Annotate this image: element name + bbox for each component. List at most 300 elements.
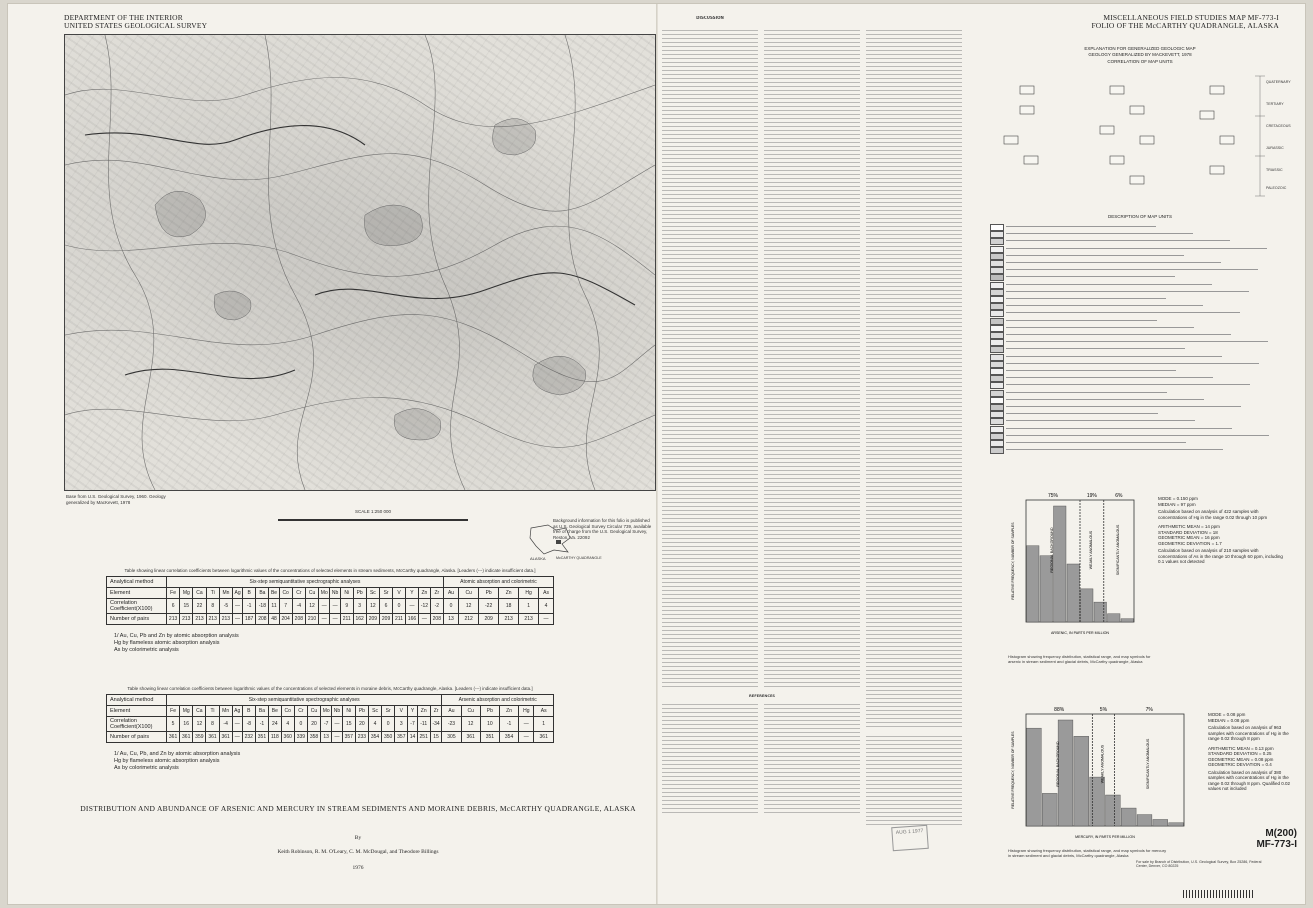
table-cell: Ba: [256, 588, 269, 599]
table-cell: Mn: [219, 706, 232, 717]
table-cell: 350: [382, 732, 395, 743]
library-stamp: AUG 1 1977: [891, 825, 929, 851]
table2-pairs-row: [107, 732, 554, 743]
table-cell: —: [519, 732, 534, 743]
band-percent: 75%: [1047, 493, 1059, 499]
table-cell: 20: [355, 717, 368, 732]
legend-text-line: [1006, 435, 1269, 436]
legend-swatch: [990, 282, 1004, 289]
legend-item: [990, 332, 1290, 338]
table-cell: V: [395, 706, 408, 717]
map-linework: [65, 35, 655, 490]
table-cell: 339: [294, 732, 307, 743]
table2-notes: [114, 751, 554, 772]
legend-swatch: [990, 289, 1004, 296]
table-cell: —: [319, 614, 330, 625]
table-cell: —: [233, 614, 243, 625]
legend-item: [990, 382, 1290, 388]
table-cell: 211: [393, 614, 406, 625]
series-header: [1091, 14, 1279, 30]
table-cell: Hg: [519, 706, 534, 717]
table1-corr-label: Correlation Coefficient(X100): [107, 599, 167, 614]
table-cell: —: [332, 732, 342, 743]
y-axis-label: RELATIVE FREQUENCY, NUMBER OF SAMPLES: [1011, 731, 1015, 809]
table-cell: 213: [167, 614, 180, 625]
table-cell: —: [330, 599, 340, 614]
table-cell: -18: [256, 599, 269, 614]
legend-item: [990, 339, 1290, 345]
stat-line: Calculation based on analysis of 963 samples with concentrations of Hg in the range 0.02 through 8 ppm: [1208, 725, 1289, 741]
mercury-histogram: [1008, 702, 1188, 842]
table-cell: -1: [243, 599, 256, 614]
table-cell: —: [232, 732, 242, 743]
legend-swatch: [990, 447, 1004, 454]
table1-pairs-row: [107, 614, 554, 625]
table-cell: Mg: [180, 706, 193, 717]
legend-text-line: [1006, 305, 1203, 306]
band-percent: 7%: [1145, 707, 1153, 713]
histogram-bar: [1094, 602, 1107, 622]
table-cell: Sr: [379, 588, 392, 599]
band-percent: 6%: [1115, 493, 1123, 499]
stat-line: MODE = 0.150 ppm: [1158, 496, 1198, 501]
legend-text-line: [1006, 291, 1249, 292]
table-cell: —: [539, 614, 554, 625]
table-cell: Be: [269, 588, 279, 599]
legend-item: [990, 418, 1290, 424]
table-cell: Cu: [307, 706, 320, 717]
table-cell: Sr: [382, 706, 395, 717]
legend-text-line: [1006, 442, 1186, 443]
table-cell: -1: [499, 717, 518, 732]
table-cell: 361: [219, 732, 232, 743]
legend-item: [990, 253, 1290, 259]
background-credit: Background information for this folio is published as U.S. Geological Survey Circular 739, available free of charge from the U.S. Geological Survey, Reston, Va. 22092: [553, 518, 652, 540]
stat-line: Calculation based on analysis of 422 samples with concentrations of Hg in the range 0.02 through 10 ppm: [1158, 509, 1268, 520]
table-cell: Cu: [461, 706, 480, 717]
stat-line: Calculation based on analysis of 380 samples with concentrations of Hg in the range 0.02 through 8 ppm. Qualified 0.02 values not included: [1208, 769, 1291, 791]
legend-text-line: [1006, 312, 1240, 313]
table-cell: 357: [395, 732, 408, 743]
legend-text-line: [1006, 276, 1175, 277]
legend-item: [990, 426, 1290, 432]
era-quaternary: QUATERNARY: [1266, 80, 1291, 84]
table-cell: 12: [459, 599, 479, 614]
table-cell: Be: [269, 706, 282, 717]
table-cell: Sc: [368, 706, 381, 717]
scale-line: [278, 519, 468, 521]
table-cell: As: [534, 706, 554, 717]
table-cell: Zn: [499, 588, 519, 599]
legend-text-line: [1006, 449, 1223, 450]
table-cell: —: [419, 614, 431, 625]
table-cell: 351: [480, 732, 499, 743]
legend-swatch: [990, 339, 1004, 346]
table-cell: Ca: [193, 706, 206, 717]
table-cell: -4: [219, 717, 232, 732]
table-cell: 3: [395, 717, 408, 732]
legend-swatch: [990, 382, 1004, 389]
legend-text-line: [1006, 269, 1258, 270]
table1-method-label: Analytical method: [107, 577, 167, 588]
table-cell: Pb: [353, 588, 366, 599]
legend-item: [990, 368, 1290, 374]
table-cell: 16: [180, 717, 193, 732]
legend-swatch: [990, 368, 1004, 375]
table-cell: Zn: [417, 706, 430, 717]
legend-text-line: [1006, 363, 1259, 364]
legend-item: [990, 274, 1290, 280]
table-cell: 361: [206, 732, 219, 743]
legend-swatch: [990, 238, 1004, 245]
barcode: [1183, 890, 1253, 898]
table-cell: 209: [366, 614, 379, 625]
table2-aa-label: Arsenic absorption and colorimetric: [442, 695, 554, 706]
discussion-column-1: [662, 30, 758, 690]
legend-text-line: [1006, 284, 1212, 285]
table1-grid: [106, 576, 554, 625]
histogram-bar: [1108, 614, 1121, 622]
table-cell: 1: [519, 599, 539, 614]
era-tertiary: TERTIARY: [1266, 102, 1284, 106]
table-cell: Au: [443, 588, 458, 599]
histogram-bar: [1090, 777, 1105, 826]
table-cell: Nb: [332, 706, 342, 717]
table-cell: 20: [307, 717, 320, 732]
table-cell: Mg: [180, 588, 193, 599]
table-cell: Mn: [219, 588, 232, 599]
discussion-column-3: [866, 30, 962, 730]
table-cell: 10: [480, 717, 499, 732]
era-paleozoic: PALEOZOIC: [1266, 186, 1287, 190]
table-cell: 361: [180, 732, 193, 743]
legend-item: [990, 354, 1290, 360]
legend-swatch: [990, 418, 1004, 425]
band-percent: 19%: [1086, 493, 1097, 499]
table-cell: 48: [269, 614, 279, 625]
legend-item: [990, 397, 1290, 403]
table-cell: Ti: [206, 706, 219, 717]
stat-line: GEOMETRIC DEVIATION = 1.7: [1158, 540, 1222, 546]
legend-swatch: [990, 361, 1004, 368]
table-cell: 354: [368, 732, 381, 743]
table-cell: 9: [340, 599, 353, 614]
histogram-bar: [1027, 546, 1040, 622]
table-cell: —: [233, 599, 243, 614]
table-cell: —: [405, 599, 418, 614]
table-cell: 13: [443, 614, 458, 625]
table-cell: 210: [305, 614, 318, 625]
table-cell: 24: [269, 717, 282, 732]
table-cell: 361: [534, 732, 554, 743]
table-cell: 208: [256, 614, 269, 625]
legend-text-line: [1006, 248, 1267, 249]
legend-item: [990, 433, 1290, 439]
title-authors: Keith Robinson, R. M. O'Leary, C. M. McDougal, and Theodore Billings: [277, 849, 439, 855]
legend-swatch: [990, 231, 1004, 238]
histogram-bar: [1081, 589, 1094, 622]
legend-text-line: [1006, 399, 1204, 400]
legend-item: [990, 289, 1290, 295]
stat-line: MODE = 0.08 ppm: [1208, 712, 1246, 717]
scale-label: SCALE 1:250 000: [354, 509, 392, 514]
legend-item: [990, 361, 1290, 367]
table-cell: 8: [206, 599, 219, 614]
stat-line: STANDARD DEVIATION = 0.25: [1208, 751, 1272, 756]
table1-element-label: Element: [107, 588, 167, 599]
legend-text-line: [1006, 334, 1231, 335]
table-cell: Mo: [319, 588, 330, 599]
sheet-title-block: [68, 804, 648, 871]
geologic-map: [64, 34, 656, 491]
stat-line: GEOMETRIC DEVIATION = 0.4: [1208, 762, 1272, 767]
table-cell: B: [242, 706, 255, 717]
era-cretaceous: CRETACEOUS: [1266, 124, 1291, 128]
histogram-bar: [1067, 564, 1080, 622]
legend-item: [990, 246, 1290, 252]
legend-swatch: [990, 332, 1004, 339]
table-cell: Au: [442, 706, 461, 717]
band-label: SIGNIFICANTLY ANOMALOUS: [1115, 524, 1120, 576]
table-cell: 11: [269, 599, 279, 614]
table-cell: Ti: [206, 588, 219, 599]
geologic-explanation: [990, 46, 1290, 466]
y-axis-label: RELATIVE FREQUENCY, NUMBER OF SAMPLES: [1011, 522, 1015, 600]
table1-corr-row: [107, 599, 554, 614]
table-cell: Cu: [459, 588, 479, 599]
legend-item: [990, 411, 1290, 417]
table-cell: 360: [281, 732, 294, 743]
table-cell: 0: [294, 717, 307, 732]
table-cell: 6: [379, 599, 392, 614]
table1-note: Hg by flameless atomic absorption analysis: [114, 640, 220, 646]
stat-line: ARITHMETIC MEAN = 0.13 ppm: [1208, 745, 1274, 751]
x-axis-label: ARSENIC, IN PARTS PER MILLION: [1051, 631, 1109, 635]
table-cell: Ca: [193, 588, 206, 599]
table-cell: 361: [167, 732, 180, 743]
table-cell: 14: [408, 732, 417, 743]
references-column-2: [764, 704, 860, 814]
legend-swatch: [990, 390, 1004, 397]
legend-swatch: [990, 253, 1004, 260]
table-cell: Pb: [479, 588, 499, 599]
table-cell: -4: [292, 599, 305, 614]
table-cell: Co: [279, 588, 292, 599]
call-number-line-1: M(200): [1265, 828, 1297, 839]
table-cell: 0: [382, 717, 395, 732]
table1-caption: Table showing linear correlation coefficients between logarithmic values of the concentrations of selected elements in stream sediments, McCarthy quadrangle, Alaska. [Leaders (---) indicate insufficient data.]: [124, 568, 536, 573]
stat-line: GEOMETRIC MEAN = 16 ppm: [1158, 535, 1220, 540]
table-cell: 0: [393, 599, 406, 614]
legend-text-line: [1006, 226, 1156, 227]
call-number-line-2: MF-773-I: [1256, 839, 1297, 850]
legend-text-line: [1006, 327, 1194, 328]
legend-text-line: [1006, 384, 1250, 385]
table-cell: 187: [243, 614, 256, 625]
histogram-bar: [1074, 736, 1089, 826]
table-cell: 213: [206, 614, 219, 625]
table2-spectro-label: Six-step semiquantitative spectrographic analyses: [167, 695, 442, 706]
legend-item: [990, 267, 1290, 273]
legend-item: [990, 325, 1290, 331]
moraine-correlation-table: [106, 686, 554, 772]
arsenic-stats: [1158, 496, 1288, 569]
title-year: 1976: [352, 865, 364, 871]
legend-swatch: [990, 318, 1004, 325]
table1-note: As by colorimetric analysis: [114, 647, 179, 653]
table-cell: Fe: [167, 588, 180, 599]
description-title: DESCRIPTION OF MAP UNITS: [1108, 214, 1172, 219]
legend-swatch: [990, 440, 1004, 447]
table-cell: 118: [269, 732, 282, 743]
discussion-title: DISCUSSION: [696, 16, 724, 20]
legend-text-line: [1006, 420, 1195, 421]
table-cell: Y: [405, 588, 418, 599]
table-cell: Pb: [355, 706, 368, 717]
table-cell: Cr: [294, 706, 307, 717]
band-label: WEAKLY ANOMALOUS: [1100, 744, 1105, 784]
legend-swatch: [990, 426, 1004, 433]
table-cell: —: [232, 717, 242, 732]
histogram-bar: [1106, 795, 1121, 826]
band-percent: 5%: [1099, 707, 1108, 713]
legend-swatch: [990, 346, 1004, 353]
band-label: REGIONAL BACKGROUND: [1050, 527, 1054, 573]
table-cell: 212: [459, 614, 479, 625]
legend-swatch: [990, 267, 1004, 274]
table-cell: —: [330, 614, 340, 625]
table-cell: 233: [355, 732, 368, 743]
legend-swatch: [990, 260, 1004, 267]
table-cell: 1: [534, 717, 554, 732]
table1-spectro-label: Six-step semiquantitative spectrographic analyses: [167, 577, 444, 588]
mercury-stats: [1208, 712, 1298, 796]
table-cell: 213: [499, 614, 519, 625]
table-cell: Ni: [340, 588, 353, 599]
legend-text-line: [1006, 356, 1222, 357]
table-cell: 211: [340, 614, 353, 625]
stat-line: STANDARD DEVIATION = 18: [1158, 529, 1218, 535]
table-cell: 12: [461, 717, 480, 732]
legend-item: [990, 238, 1290, 244]
legend-text-line: [1006, 320, 1157, 321]
legend-item: [990, 282, 1290, 288]
table1-method-row: [107, 577, 554, 588]
inset-label-quad: McCARTHY QUADRANGLE: [556, 556, 602, 560]
histogram-bar: [1169, 823, 1184, 826]
legend-text-line: [1006, 233, 1193, 234]
table-cell: 15: [342, 717, 355, 732]
map-sheet: [8, 4, 1305, 904]
table-cell: 15: [430, 732, 442, 743]
agency-header: [64, 14, 207, 30]
legend-swatch: [990, 246, 1004, 253]
correlation-title: CORRELATION OF MAP UNITS: [1107, 59, 1173, 64]
center-fold: [656, 4, 658, 904]
legend-swatch: [990, 310, 1004, 317]
table-cell: 12: [305, 599, 318, 614]
histogram-bar: [1058, 720, 1073, 826]
table-cell: -7: [321, 717, 332, 732]
band-label: REGIONAL BACKGROUND: [1056, 741, 1061, 787]
table-cell: 3: [353, 599, 366, 614]
table-cell: Ag: [232, 706, 242, 717]
table1-element-row: [107, 588, 554, 599]
map-scale-bar: [268, 509, 478, 533]
table-cell: 305: [442, 732, 461, 743]
correlation-chart: [990, 66, 1290, 206]
table-cell: 361: [461, 732, 480, 743]
legend-item: [990, 440, 1290, 446]
legend-text-line: [1006, 428, 1232, 429]
legend-text-line: [1006, 262, 1221, 263]
table-cell: 213: [519, 614, 539, 625]
table-cell: 204: [279, 614, 292, 625]
legend-text-line: [1006, 370, 1176, 371]
table-cell: 213: [193, 614, 206, 625]
table2-pairs-label: Number of pairs: [107, 732, 167, 743]
table-cell: -8: [242, 717, 255, 732]
arsenic-histogram-caption: Histogram showing frequency distribution, statistical range, and map symbols for arsenic in stream sediment and glacial debris, McCarthy quadrangle, Alaska: [1008, 654, 1151, 664]
table-cell: 354: [499, 732, 518, 743]
table2-corr-label: Correlation Coefficient(X100): [107, 717, 167, 732]
legend-text-line: [1006, 240, 1230, 241]
histogram-bar: [1054, 506, 1067, 622]
sale-note: For sale by Branch of Distribution, U.S. Geological Survey, Box 25286, Federal Center, Denver, CO 80225: [1136, 860, 1262, 869]
stat-line: ARITHMETIC MEAN = 14 ppm: [1158, 524, 1220, 529]
explanation-title-2: GEOLOGY GENERALIZED BY MACKEVETT, 1978: [1088, 51, 1192, 57]
histogram-bar: [1121, 808, 1136, 826]
histogram-bar: [1153, 819, 1168, 826]
table-cell: Co: [281, 706, 294, 717]
table-cell: 166: [405, 614, 418, 625]
legend-text-line: [1006, 413, 1158, 414]
stat-line: MEDIAN = 0.08 ppm: [1208, 717, 1250, 723]
table-cell: Zn: [419, 588, 431, 599]
table-cell: 358: [307, 732, 320, 743]
era-jurassic: JURASSIC: [1266, 146, 1284, 150]
legend-item: [990, 296, 1290, 302]
legend-text-line: [1006, 341, 1268, 342]
table-cell: —: [332, 717, 342, 732]
table-cell: 0: [443, 599, 458, 614]
table-cell: 213: [219, 614, 232, 625]
legend-text-line: [1006, 255, 1184, 256]
sheet-title: DISTRIBUTION AND ABUNDANCE OF ARSENIC AND MERCURY IN STREAM SEDIMENTS AND MORAINE DEBRIS, McCARTHY QUADRANGLE, ALASKA: [80, 804, 636, 813]
legend-text-line: [1006, 298, 1166, 299]
table1-note: 1/ Au, Cu, Pb and Zn by atomic absorption analysis: [114, 633, 239, 639]
arsenic-histogram: [1008, 488, 1138, 638]
table-cell: -1: [255, 717, 268, 732]
stream-sediment-correlation-table: [106, 568, 554, 654]
table-cell: -5: [219, 599, 232, 614]
table2-corr-row: [107, 717, 554, 732]
agency-line-2: UNITED STATES GEOLOGICAL SURVEY: [64, 21, 208, 30]
table-cell: Y: [408, 706, 417, 717]
title-by: By: [354, 835, 362, 841]
table-cell: 359: [193, 732, 206, 743]
table-cell: -22: [479, 599, 499, 614]
era-triassic: TRIASSIC: [1266, 168, 1283, 172]
legend-item: [990, 390, 1290, 396]
legend-swatch: [990, 303, 1004, 310]
legend-swatch: [990, 411, 1004, 418]
mercury-histogram-panel: [1008, 702, 1298, 862]
table-cell: 6: [167, 599, 180, 614]
histogram-bar: [1121, 619, 1134, 622]
table-cell: —: [519, 717, 534, 732]
legend-swatch: [990, 397, 1004, 404]
